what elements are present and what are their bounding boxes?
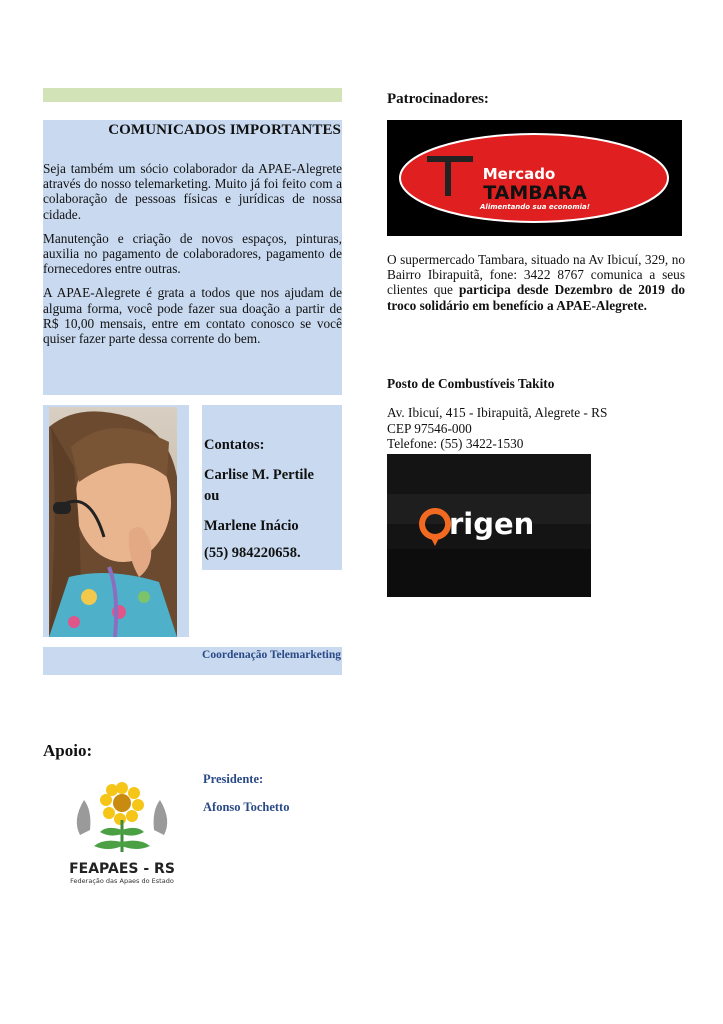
takito-cep: CEP 97546-000 [387,420,472,436]
tambara-logo-main: TAMBARA [483,182,587,204]
tambara-logo-top: Mercado [482,165,556,183]
president-label: Presidente: [203,772,264,786]
notice-paragraph-3: A APAE-Alegrete é grata a todos que nos ajudam de alguma forma, você pode fazer sua doação a partir de R$ 10,00 mensais, entre em contato conosco se você quiser fazer parte dessa corrente do bem. [43,285,342,347]
notice-panel [43,120,342,395]
takito-address: Av. Ibicuí, 415 - Ibirapuitã, Alegrete - RS [387,405,608,420]
tambara-logo-tagline: Alimentando sua economia! [480,203,590,211]
notice-title: COMUNICADOS IMPORTANTES [108,122,341,138]
feapaes-logo [62,780,182,885]
tambara-text-plain: O supermercado Tambara, situado na Av Ibicuí, 329, no Bairro Ibirapuitã, fone: 3422 8767 comunica a seus clientes que [387,252,685,298]
feapaes-logo-name: FEAPAES - RS [69,861,175,877]
feapaes-logo-subtitle: Federação das Apaes do Estado [70,877,174,885]
coordination-label: Coordenação Telemarketing [202,649,341,661]
contact-phone: (55) 984220658. [204,545,301,561]
origen-logo-text: rigen [449,507,535,541]
takito-title: Posto de Combustíveis Takito [387,376,555,391]
origen-logo-graphic [387,454,591,597]
notice-paragraph-2: Manutenção e criação de novos espaços, pinturas, auxilia no pagamento de colaboradores, pagamento de fornecedores entre outras. [43,230,342,277]
contacts-heading: Contatos: [204,437,265,453]
girl-on-phone-photo [43,405,189,637]
tambara-description [387,252,685,313]
sponsors-title: Patrocinadores: [387,91,489,107]
girl-photo-illustration [49,407,177,637]
contact-name-1: Carlise M. Pertile [204,467,314,483]
contacts-panel [202,405,342,570]
sunflower-hands-icon [62,780,182,855]
tambara-logo-graphic [387,120,682,236]
coordination-bar [43,647,342,675]
takito-phone: Telefone: (55) 3422-1530 [387,436,524,451]
tambara-logo [387,120,682,236]
tambara-text-bold: participa desde Dezembro de 2019 do troco solidário em benefício a APAE-Alegrete. [387,282,685,313]
origen-logo [387,454,591,597]
support-heading: Apoio: [43,741,93,760]
takito-info [387,405,607,452]
president-name: Afonso Tochetto [203,800,290,814]
contact-connector: ou [204,488,220,504]
notice-paragraph-1: Seja também um sócio colaborador da APAE-Alegrete através do nosso telemarketing. Muito já foi feito com a colaboração de pessoas físicas e jurídicas de nossa cidade. [43,161,342,222]
green-divider-bar [43,88,342,102]
contact-name-2: Marlene Inácio [204,518,299,534]
